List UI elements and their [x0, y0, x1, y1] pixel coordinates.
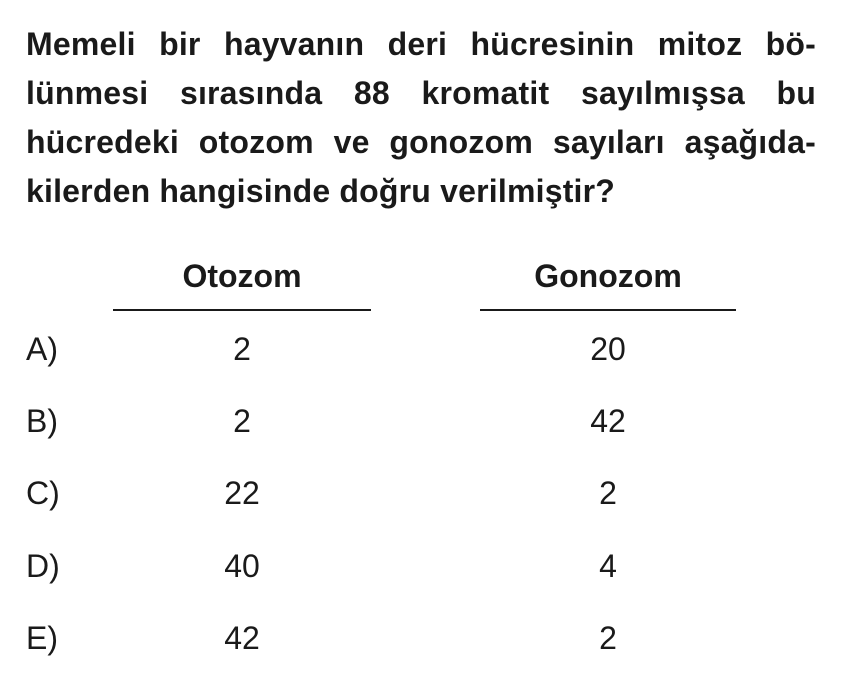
question-line: kilerden hangisinde doğru verilmiştir?	[26, 173, 616, 209]
option-otozom-value: 22	[224, 475, 260, 511]
option-otozom-value: 2	[233, 331, 251, 367]
option-gonozom-value: 2	[599, 475, 617, 511]
option-e[interactable]	[0, 616, 846, 660]
question-line: lünmesi sırasında 88 kromatit sayılmışsa bu	[26, 75, 816, 111]
option-gonozom-value: 4	[599, 548, 617, 584]
option-letter: A)	[26, 331, 58, 367]
option-gonozom-value: 2	[599, 620, 617, 656]
question-line: hücredeki otozom ve gonozom sayıları aşağıda-	[26, 124, 816, 160]
option-b[interactable]	[0, 399, 846, 443]
option-d[interactable]	[0, 544, 846, 588]
option-a[interactable]	[0, 327, 846, 371]
option-gonozom-value: 20	[590, 331, 626, 367]
otozom-column-header: Otozom	[182, 258, 302, 294]
option-letter: D)	[26, 548, 60, 584]
option-otozom-value: 2	[233, 403, 251, 439]
option-otozom-value: 40	[224, 548, 260, 584]
option-c[interactable]	[0, 471, 846, 515]
option-otozom-value: 42	[224, 620, 260, 656]
option-letter: E)	[26, 620, 58, 656]
gonozom-column-header: Gonozom	[534, 258, 682, 294]
option-letter: C)	[26, 475, 60, 511]
question-line: Memeli bir hayvanın deri hücresinin mitoz bö-	[26, 26, 816, 62]
otozom-header-underline	[113, 309, 371, 311]
option-letter: B)	[26, 403, 58, 439]
gonozom-header-underline	[480, 309, 736, 311]
option-gonozom-value: 42	[590, 403, 626, 439]
question-text	[26, 20, 816, 216]
